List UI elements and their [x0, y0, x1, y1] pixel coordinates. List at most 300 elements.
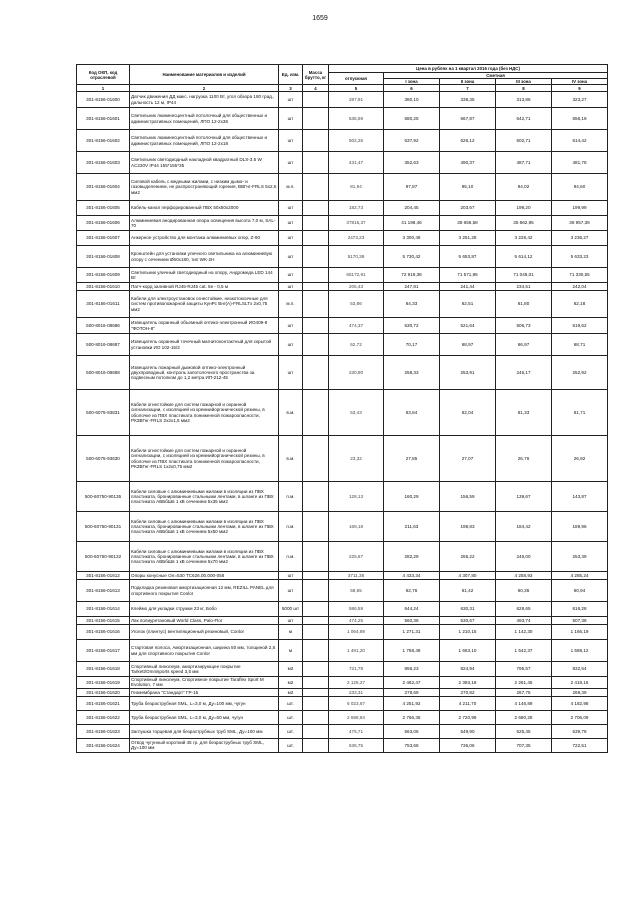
- row-zone-1-price: 282,29: [384, 542, 440, 572]
- row-zone-2-price: 2 720,99: [440, 710, 496, 724]
- table-row: [77, 482, 608, 512]
- row-name: Клеймо для укладки стружки 23 кг, Бобо: [130, 602, 279, 617]
- row-code: 301-8156-01611: [77, 291, 130, 318]
- row-code: 301-8156-01607: [77, 231, 130, 246]
- row-zone-2-price: 38 656,58: [440, 216, 496, 231]
- row-zone-2-price: 71 571,95: [440, 268, 496, 283]
- row-zone-4-price: 832,54: [552, 662, 608, 677]
- row-mass: [303, 356, 329, 390]
- row-name: Спортивный линолеум, амортизирующее покрытие Tarkett/Omnisports speed 3,5 мм: [130, 662, 279, 677]
- row-release-price: 636,75: [329, 738, 384, 752]
- row-name: Спортивный линолеум, Спортивное покрытие Taraflex Sport M Evolution, 7 мм: [130, 677, 279, 689]
- row-zone-1-price: 856,23: [384, 662, 440, 677]
- row-release-price: 53,43: [329, 390, 384, 436]
- row-code: 301-8156-01606: [77, 216, 130, 231]
- row-unit: м.п.: [279, 174, 303, 201]
- row-mass: [303, 174, 329, 201]
- col-number: 8: [496, 85, 552, 92]
- row-release-price: 431,47: [329, 152, 384, 174]
- row-name: Силовой кабель с медными жилами, с низким дымо- и газовыделением, не распространяющий горения, ВВГнг-FRLS 5х2,5 мм2: [130, 174, 279, 201]
- row-zone-4-price: 507,38: [552, 617, 608, 625]
- row-name: Светильник люминесцентный потолочный для общественных и административных помещений, ЛПО 12-2х36: [130, 108, 279, 130]
- header-unit: Ед. изм.: [279, 65, 303, 85]
- row-zone-4-price: 60,94: [552, 580, 608, 602]
- row-name: Кабели силовые с алюминиевыми жилами в изоляции из ПВХ пластиката, бронированные стальными лентами, в шланге из ПВХ пластиката АВБбШв 1 кВ сечением 5х35 мм2: [130, 482, 279, 512]
- row-release-price: 2473,23: [329, 231, 384, 246]
- row-unit: шт: [279, 580, 303, 602]
- row-zone-3-price: 525,45: [496, 724, 552, 738]
- row-zone-1-price: 27,85: [384, 436, 440, 482]
- row-zone-1-price: 563,06: [384, 724, 440, 738]
- row-zone-4-price: 242,04: [552, 283, 608, 291]
- row-code: 500-8016-08687: [77, 334, 130, 356]
- row-zone-3-price: 506,73: [496, 318, 552, 334]
- row-zone-4-price: 36 957,39: [552, 216, 608, 231]
- row-zone-4-price: 2 418,16: [552, 677, 608, 689]
- row-code: 500-6075-93831: [77, 390, 130, 436]
- row-mass: [303, 617, 329, 625]
- row-code: 301-8156-01610: [77, 283, 130, 291]
- row-release-price: 1 064,89: [329, 625, 384, 640]
- row-zone-3-price: 26,76: [496, 436, 552, 482]
- row-zone-2-price: 4 211,70: [440, 696, 496, 710]
- row-code: 301-8156-01618: [77, 662, 130, 677]
- row-unit: п.м.: [279, 512, 303, 542]
- header-name: Наименование материалов и изделий: [130, 65, 279, 85]
- row-release-price: 474,37: [329, 318, 384, 334]
- row-zone-4-price: 269,39: [552, 688, 608, 696]
- row-mass: [303, 738, 329, 752]
- row-zone-3-price: 199,20: [496, 201, 552, 216]
- row-unit: м2: [279, 662, 303, 677]
- row-name: Датчик движения ДД макс. нагрузка 1100 Вт, угол обзора 180 град., дальность 12 м, IP44: [130, 92, 279, 108]
- row-zone-2-price: 5 653,87: [440, 246, 496, 268]
- table-row: [77, 291, 608, 318]
- row-release-price: 65172,91: [329, 268, 384, 283]
- row-mass: [303, 268, 329, 283]
- table-row: [77, 268, 608, 283]
- header-zone-1: I зона: [384, 79, 440, 85]
- row-unit: шт: [279, 246, 303, 268]
- row-release-price: 58,65: [329, 580, 384, 602]
- row-zone-2-price: 824,94: [440, 662, 496, 677]
- col-number: 7: [440, 85, 496, 92]
- row-mass: [303, 92, 329, 108]
- header-zone-3: III зона: [496, 79, 552, 85]
- table-row: [77, 625, 608, 640]
- row-code: 301-8156-01603: [77, 152, 130, 174]
- row-zone-1-price: 97,87: [384, 174, 440, 201]
- row-zone-1-price: 247,81: [384, 283, 440, 291]
- row-zone-4-price: 656,19: [552, 108, 608, 130]
- row-unit: шт: [279, 216, 303, 231]
- row-name: Патч-корд заливной RJ45-RJ45 cat. 5e - 0,5 м: [130, 283, 279, 291]
- row-zone-1-price: 2 766,35: [384, 710, 440, 724]
- row-release-price: 23,32: [329, 436, 384, 482]
- row-zone-2-price: 198,83: [440, 512, 496, 542]
- row-zone-3-price: 707,35: [496, 738, 552, 752]
- row-zone-4-price: 4 285,24: [552, 572, 608, 580]
- row-release-price: 586,59: [329, 602, 384, 617]
- row-zone-3-price: 234,51: [496, 283, 552, 291]
- row-name: Отвод чугунный короткий 45 гр. для безраструбных труб SML, Ду=100 мм: [130, 738, 279, 752]
- row-name: Труба безраструбная SML, L=3,0 м, Ду=100 мм, чугун: [130, 696, 279, 710]
- row-code: 301-8156-01615: [77, 617, 130, 625]
- row-zone-2-price: 549,90: [440, 724, 496, 738]
- table-row: [77, 356, 608, 390]
- row-zone-4-price: 481,78: [552, 152, 608, 174]
- row-zone-4-price: 616,28: [552, 602, 608, 617]
- row-zone-2-price: 203,67: [440, 201, 496, 216]
- row-release-price: 81,94: [329, 174, 384, 201]
- row-zone-3-price: 66,97: [496, 334, 552, 356]
- column-number-row: [77, 85, 608, 92]
- table-row: [77, 662, 608, 677]
- row-release-price: 230,90: [329, 356, 384, 390]
- row-zone-3-price: 71 046,01: [496, 268, 552, 283]
- table-row: [77, 572, 608, 580]
- row-mass: [303, 688, 329, 696]
- row-code: 301-8156-01621: [77, 696, 130, 710]
- row-code: 301-8156-01617: [77, 640, 130, 662]
- row-zone-2-price: 1 210,15: [440, 625, 496, 640]
- row-mass: [303, 291, 329, 318]
- col-number: 1: [77, 85, 130, 92]
- table-row: [77, 152, 608, 174]
- table-row: [77, 130, 608, 152]
- row-zone-1-price: 530,72: [384, 318, 440, 334]
- row-name: Алюминиевая анодированная опора освещения высота 7,0 м, SAL-70: [130, 216, 279, 231]
- row-release-price: 225,67: [329, 542, 384, 572]
- row-code: 301-8156-01623: [77, 724, 130, 738]
- header-price-group: Цена в рублях на 1 квартал 2016 года (без НДС): [329, 65, 608, 73]
- row-zone-2-price: 62,04: [440, 390, 496, 436]
- row-mass: [303, 572, 329, 580]
- row-mass: [303, 231, 329, 246]
- row-zone-4-price: 71 330,55: [552, 268, 608, 283]
- row-unit: в.м.: [279, 390, 303, 436]
- row-name: Светильник уличный светодиодный на опору, Андромеда LED 144 Вт: [130, 268, 279, 283]
- row-zone-2-price: 667,87: [440, 108, 496, 130]
- row-zone-2-price: 530,67: [440, 617, 496, 625]
- row-code: 500-60750-90135: [77, 482, 130, 512]
- row-zone-3-price: 1 542,37: [496, 640, 552, 662]
- row-unit: в.м.: [279, 436, 303, 482]
- row-mass: [303, 724, 329, 738]
- row-name: Кабели огнестойкие для систем пожарной и охранной сигнализации, с изоляцией из кремнийорганической резины, в оболочке из ПВХ пластиката пониженной пожароопасности, РКЗВГнг-FRLS 2х2х1,5 мм2: [130, 390, 279, 436]
- row-unit: шт: [279, 268, 303, 283]
- row-mass: [303, 710, 329, 724]
- row-zone-4-price: 1 166,19: [552, 625, 608, 640]
- row-name: Подкладка резиновая амортизационная 12 мм, REZILL PANEL для спортивного покрытия Conlor: [130, 580, 279, 602]
- row-code: 301-8156-01614: [77, 602, 130, 617]
- row-zone-4-price: 2 706,09: [552, 710, 608, 724]
- row-name: Заглушка торцевая для безраструбных труб SML, Ду=100 мм: [130, 724, 279, 738]
- row-name: Анкерное устройство для монтажа алюминиевых опор, Z-90: [130, 231, 279, 246]
- col-number: 6: [384, 85, 440, 92]
- row-code: 301-8156-01609: [77, 268, 130, 283]
- row-zone-1-price: 680,25: [384, 108, 440, 130]
- row-zone-3-price: 2 261,45: [496, 677, 552, 689]
- row-zone-4-price: 539,78: [552, 724, 608, 738]
- table-row: [77, 580, 608, 602]
- row-zone-3-price: 267,75: [496, 688, 552, 696]
- row-zone-4-price: 94,60: [552, 174, 608, 201]
- table-row: [77, 677, 608, 689]
- row-release-price: 169,18: [329, 512, 384, 542]
- table-row: [77, 201, 608, 216]
- row-zone-4-price: 614,42: [552, 130, 608, 152]
- table-row: [77, 738, 608, 752]
- row-unit: шт.: [279, 696, 303, 710]
- table-row: [77, 283, 608, 291]
- table-body: [77, 92, 608, 753]
- row-zone-2-price: 253,91: [440, 356, 496, 390]
- row-zone-2-price: 521,64: [440, 318, 496, 334]
- row-name: Кабели силовые с алюминиевыми жилами в изоляции из ПВХ пластиката, бронированные стальными лентами, в шланге из ПВХ пластиката АВБбШв 1 кВ сечением 5х70 мм2: [130, 542, 279, 572]
- row-zone-4-price: 199,99: [552, 201, 608, 216]
- row-zone-2-price: 27,07: [440, 436, 496, 482]
- row-code: 500-60750-90131: [77, 512, 130, 542]
- row-name: Кабели для электроустановок огнестойкие, низкотоксичные для систем противопожарной защиты КунРс Внг(А)-FRLSLTх 2х0,75 мм2: [130, 291, 279, 318]
- row-zone-2-price: 156,59: [440, 482, 496, 512]
- row-name: Извещатель охранный объемный оптико-электронный ИО409-8 "ФОТОН-8": [130, 318, 279, 334]
- row-unit: шт: [279, 356, 303, 390]
- row-zone-2-price: 1 663,10: [440, 640, 496, 662]
- row-release-price: 287,91: [329, 92, 384, 108]
- row-name: Кабели силовые с алюминиевыми жилами в изоляции из ПВХ пластиката, бронированные стальными лентами, в шланге из ПВХ пластиката АВБбШв 1 кВ сечением 5х50 мм2: [130, 512, 279, 542]
- table-row: [77, 602, 608, 617]
- row-mass: [303, 512, 329, 542]
- row-code: 301-8156-01622: [77, 710, 130, 724]
- row-zone-1-price: 644,24: [384, 602, 440, 617]
- row-release-price: 1 481,20: [329, 640, 384, 662]
- row-mass: [303, 482, 329, 512]
- row-zone-4-price: 143,87: [552, 482, 608, 512]
- row-mass: [303, 246, 329, 268]
- row-code: 301-8156-01620: [77, 688, 130, 696]
- row-zone-1-price: 62,76: [384, 580, 440, 602]
- row-name: Уголок (плинтус) вентиляционный резиновый, Conlor: [130, 625, 279, 640]
- row-zone-2-price: 68,97: [440, 334, 496, 356]
- col-number: 3: [279, 85, 303, 92]
- row-zone-2-price: 630,31: [440, 602, 496, 617]
- row-name: Светильник светодиодный накладной квадратный DLS-3.5 W AC230V IP44 155*155*35: [130, 152, 279, 174]
- table-row: [77, 710, 608, 724]
- row-mass: [303, 625, 329, 640]
- table-row: [77, 246, 608, 268]
- row-unit: шт: [279, 617, 303, 625]
- row-zone-3-price: 2 680,28: [496, 710, 552, 724]
- row-unit: шт: [279, 130, 303, 152]
- row-zone-1-price: 278,69: [384, 688, 440, 696]
- row-release-price: 535,59: [329, 108, 384, 130]
- row-zone-4-price: 323,27: [552, 92, 608, 108]
- row-code: 301-8156-01624: [77, 738, 130, 752]
- row-zone-2-price: 338,35: [440, 92, 496, 108]
- row-zone-3-price: 628,65: [496, 602, 552, 617]
- row-code: 301-8156-01600: [77, 92, 130, 108]
- row-zone-4-price: 4 182,98: [552, 696, 608, 710]
- row-zone-1-price: 560,36: [384, 617, 440, 625]
- row-zone-1-price: 753,68: [384, 738, 440, 752]
- col-number: 9: [552, 85, 608, 92]
- row-mass: [303, 152, 329, 174]
- row-zone-4-price: 722,51: [552, 738, 608, 752]
- row-release-price: 2 125,27: [329, 677, 384, 689]
- row-unit: шт: [279, 334, 303, 356]
- row-unit: шт: [279, 231, 303, 246]
- header-zone-2: II зона: [440, 79, 496, 85]
- row-mass: [303, 436, 329, 482]
- row-code: 301-8156-01616: [77, 625, 130, 640]
- row-mass: [303, 201, 329, 216]
- row-zone-3-price: 5 614,12: [496, 246, 552, 268]
- row-release-price: 37815,37: [329, 216, 384, 231]
- row-release-price: 128,13: [329, 482, 384, 512]
- table-row: [77, 390, 608, 436]
- table-row: [77, 512, 608, 542]
- row-code: 301-8156-01608: [77, 246, 130, 268]
- row-zone-3-price: 4 146,89: [496, 696, 552, 710]
- row-name: Геомембрана "Стандарт" ГР-15: [130, 688, 279, 696]
- row-unit: шт.: [279, 724, 303, 738]
- row-zone-4-price: 68,71: [552, 334, 608, 356]
- table-row: [77, 542, 608, 572]
- row-zone-3-price: 94,02: [496, 174, 552, 201]
- row-unit: м2: [279, 677, 303, 689]
- row-zone-2-price: 3 251,28: [440, 231, 496, 246]
- header-code: Код ОКП, код отраслевой: [77, 65, 130, 85]
- row-code: 500-8016-08688: [77, 356, 130, 390]
- row-code: 301-8156-01601: [77, 108, 130, 130]
- row-name: Стартовая полоса, Амортизационная, ширина 50 мм, толщиной 2,5 мм для спортивного покрытия Conlor: [130, 640, 279, 662]
- row-zone-1-price: 2 462,47: [384, 677, 440, 689]
- row-code: 500-6075-93630: [77, 436, 130, 482]
- row-release-price: 2 598,84: [329, 710, 384, 724]
- row-code: 301-8156-01612: [77, 572, 130, 580]
- row-mass: [303, 542, 329, 572]
- row-mass: [303, 662, 329, 677]
- row-name: Кронштейн для установки уличного светильника на алюминиевую опору с сечением Ø60х180, тип WK-2H: [130, 246, 279, 268]
- row-zone-1-price: 72 919,38: [384, 268, 440, 283]
- row-zone-3-price: 3 228,42: [496, 231, 552, 246]
- row-zone-3-price: 602,71: [496, 130, 552, 152]
- row-unit: шт.: [279, 738, 303, 752]
- row-zone-1-price: 1 768,48: [384, 640, 440, 662]
- row-zone-1-price: 204,45: [384, 201, 440, 216]
- col-number: 4: [303, 85, 329, 92]
- row-zone-1-price: 64,33: [384, 291, 440, 318]
- row-mass: [303, 318, 329, 334]
- row-zone-1-price: 63,84: [384, 390, 440, 436]
- col-number: 2: [130, 85, 279, 92]
- row-release-price: 6 023,67: [329, 696, 384, 710]
- row-name: Извещатель охранный точечный магнитоконтактный для скрытой установки ИО 102-15/2: [130, 334, 279, 356]
- row-mass: [303, 677, 329, 689]
- row-mass: [303, 602, 329, 617]
- row-zone-1-price: 352,63: [384, 152, 440, 174]
- row-unit: шт: [279, 92, 303, 108]
- row-mass: [303, 390, 329, 436]
- row-zone-4-price: 252,92: [552, 356, 608, 390]
- row-mass: [303, 283, 329, 291]
- row-zone-1-price: 4 251,92: [384, 696, 440, 710]
- table-row: [77, 640, 608, 662]
- row-zone-2-price: 626,12: [440, 130, 496, 152]
- row-zone-4-price: 5 633,23: [552, 246, 608, 268]
- row-name: Кабели огнестойкие для систем пожарной и охранной сигнализации, с изоляцией из кремнийорганической резины, в оболочке из ПВХ пластиката пониженной пожароопасности, РКЗВГнг-FRLS 1х2х0,75 мм2: [130, 436, 279, 482]
- table-row: [77, 231, 608, 246]
- row-unit: шт: [279, 572, 303, 580]
- row-zone-4-price: 26,92: [552, 436, 608, 482]
- row-name: Лак полиуретановый World Class, Palo-Flor: [130, 617, 279, 625]
- row-zone-3-price: 487,71: [496, 152, 552, 174]
- row-unit: шт: [279, 318, 303, 334]
- row-mass: [303, 216, 329, 231]
- row-zone-3-price: 1 142,30: [496, 625, 552, 640]
- row-mass: [303, 334, 329, 356]
- row-zone-1-price: 70,17: [384, 334, 440, 356]
- price-table: [76, 64, 608, 753]
- row-release-price: 182,73: [329, 201, 384, 216]
- row-zone-2-price: 95,10: [440, 174, 496, 201]
- row-zone-4-price: 61,71: [552, 390, 608, 436]
- page-number: 1659: [312, 15, 328, 22]
- row-zone-3-price: 642,71: [496, 108, 552, 130]
- table-row: [77, 318, 608, 334]
- row-release-price: 5170,38: [329, 246, 384, 268]
- row-zone-1-price: 5 730,42: [384, 246, 440, 268]
- row-zone-3-price: 795,57: [496, 662, 552, 677]
- row-zone-3-price: 184,42: [496, 512, 552, 542]
- row-code: 301-8156-01619: [77, 677, 130, 689]
- row-zone-4-price: 1 588,12: [552, 640, 608, 662]
- row-code: 301-8156-01602: [77, 130, 130, 152]
- row-unit: шт: [279, 108, 303, 130]
- col-number: 5: [329, 85, 384, 92]
- row-release-price: 3711,38: [329, 572, 384, 580]
- row-unit: шт.: [279, 710, 303, 724]
- row-name: Кабель-канал перфорированный ПВХ 50х50х2000: [130, 201, 279, 216]
- row-zone-3-price: 61,80: [496, 291, 552, 318]
- table-row: [77, 617, 608, 625]
- row-zone-4-price: 253,39: [552, 542, 608, 572]
- row-zone-4-price: 189,96: [552, 512, 608, 542]
- row-zone-2-price: 736,06: [440, 738, 496, 752]
- table-row: [77, 174, 608, 201]
- row-mass: [303, 130, 329, 152]
- row-mass: [303, 696, 329, 710]
- row-zone-2-price: 265,22: [440, 542, 496, 572]
- header-release: отпускная: [329, 73, 384, 85]
- row-zone-1-price: 380,10: [384, 92, 440, 108]
- row-zone-2-price: 241,44: [440, 283, 496, 291]
- row-name: Труба безраструбная SML, L=3,0 м, Ду=50 мм, чугун: [130, 710, 279, 724]
- row-zone-3-price: 139,67: [496, 482, 552, 512]
- row-release-price: 233,31: [329, 688, 384, 696]
- row-zone-2-price: 490,37: [440, 152, 496, 174]
- header-mass: Масса брутто, кг: [303, 65, 329, 85]
- row-release-price: 502,26: [329, 130, 384, 152]
- row-zone-3-price: 4 258,93: [496, 572, 552, 580]
- row-release-price: 53,86: [329, 291, 384, 318]
- row-unit: м2: [279, 688, 303, 696]
- row-release-price: 475,71: [329, 724, 384, 738]
- row-unit: шт: [279, 201, 303, 216]
- row-zone-2-price: 61,42: [440, 580, 496, 602]
- row-zone-3-price: 246,17: [496, 356, 552, 390]
